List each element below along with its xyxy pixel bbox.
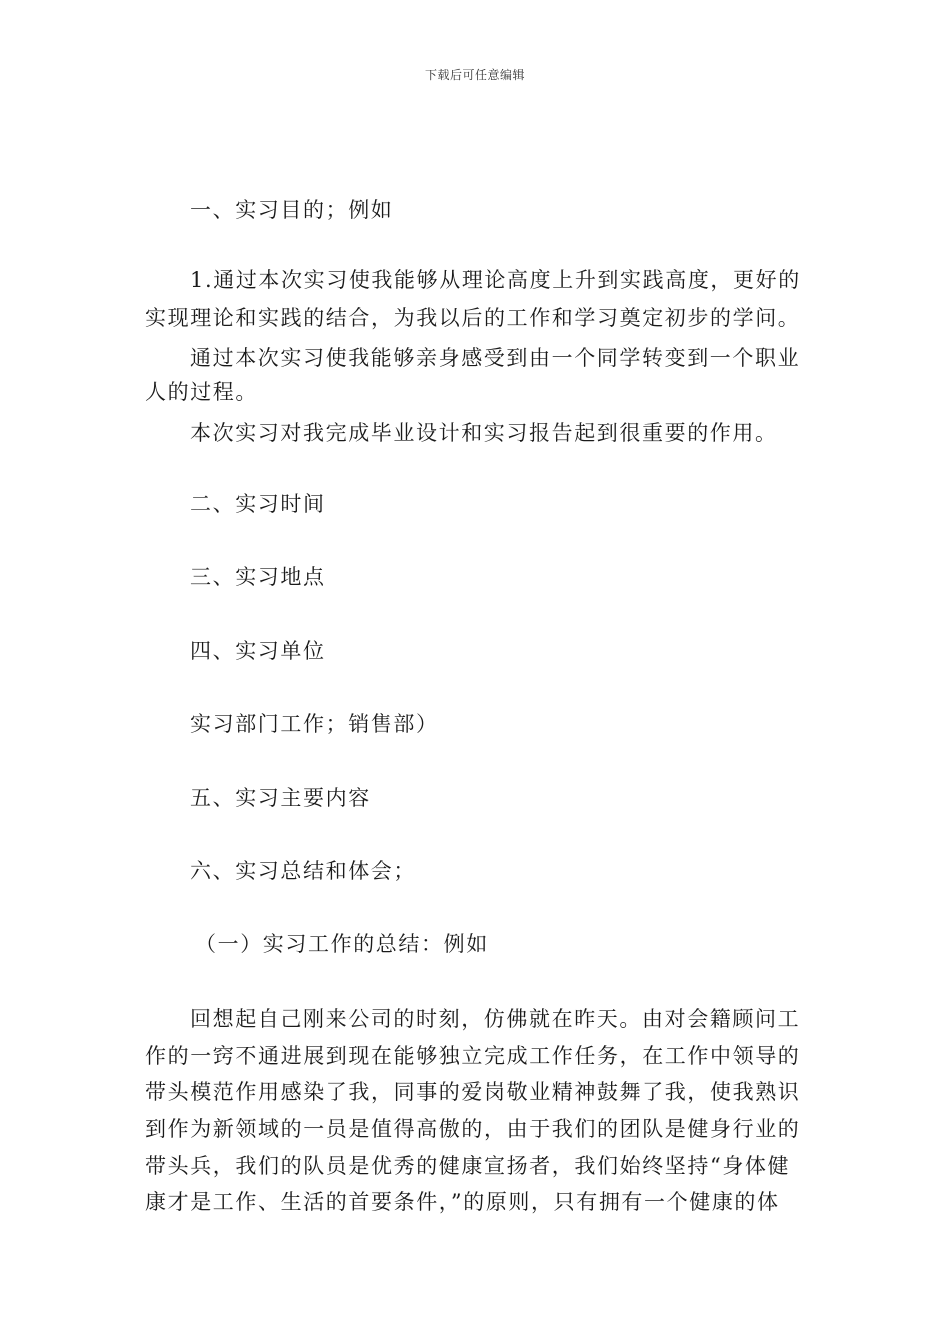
section2-heading: 二、实习时间 [190,492,326,516]
para1-line1: 1.通过本次实习使我能够从理论高度上升到实践高度，更好的 [190,268,801,292]
page-header: 下载后可任意编辑 [424,68,525,82]
section1-heading: 一、实习目的；例如 [190,198,394,222]
section3-heading: 三、实习地点 [190,565,326,589]
para3-line1: 本次实习对我完成毕业设计和实习报告起到很重要的作用。 [190,421,778,445]
para2-line1: 通过本次实习使我能够亲身感受到由一个同学转变到一个职业 [190,346,801,370]
section6-heading: 六、实习总结和体会； [190,859,416,883]
section4-heading: 四、实习单位 [190,639,326,663]
para4-line3: 带头模范作用感染了我，同事的爱岗敬业精神鼓舞了我，使我熟识 [145,1080,801,1104]
para4-line2: 作的一窍不通进展到现在能够独立完成工作任务，在工作中领导的 [145,1044,801,1068]
para2-line2: 人的过程。 [145,380,258,404]
para4-line5: 带头兵，我们的队员是优秀的健康宣扬者，我们始终坚持“身体健 [145,1154,791,1178]
para4-line6: 康才是工作、生活的首要条件，”的原则，只有拥有一个健康的体 [145,1190,780,1214]
para1-line2: 实现理论和实践的结合，为我以后的工作和学习奠定初步的学问。 [145,306,801,330]
subsection1-heading: （一）实习工作的总结：例如 [195,932,489,956]
department-line: 实习部门工作；销售部） [190,712,439,736]
section5-heading: 五、实习主要内容 [190,786,371,810]
para4-line1: 回想起自己刚来公司的时刻，仿佛就在昨天。由对会籍顾问工 [190,1007,801,1031]
para4-line4: 到作为新领域的一员是值得高傲的，由于我们的团队是健身行业的 [145,1117,801,1141]
